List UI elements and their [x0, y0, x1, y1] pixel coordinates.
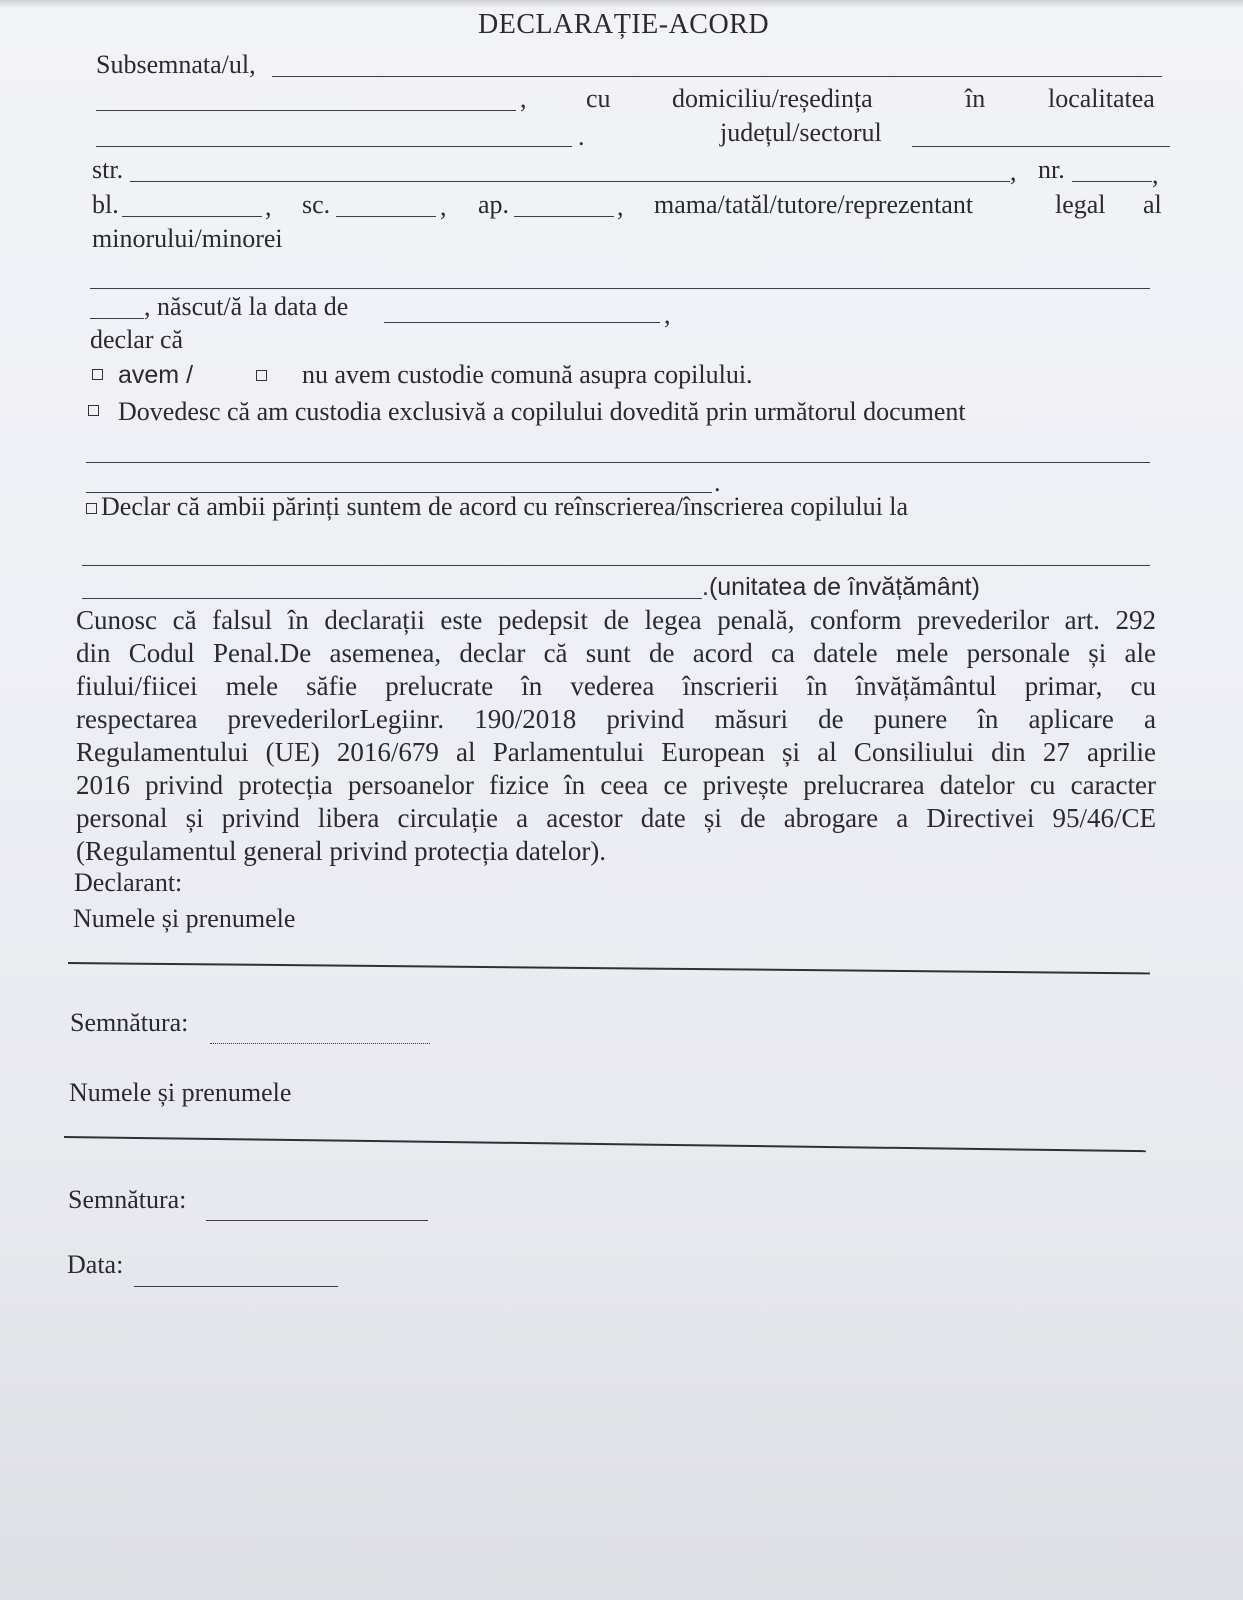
unitate-field-line-2[interactable] — [82, 598, 702, 599]
localitate-field-line[interactable] — [96, 146, 572, 147]
ap-label: ap. — [478, 190, 510, 219]
acord-label: Declar că ambii părinți suntem de acord cu reînscrierea/înscrierea copilului la — [101, 492, 909, 521]
paragraph-line: (Regulamentul general privind protecția datelor). — [76, 836, 607, 866]
comma: , — [520, 84, 527, 113]
paragraph-line: Cunosc că falsul în declarații este pedepsit de legea penală, conform prevederilor art. 292 — [76, 605, 1156, 635]
acord-checkbox[interactable] — [86, 503, 97, 514]
legal-paragraph — [76, 604, 1156, 868]
period: . — [714, 468, 721, 497]
paragraph-line: personal și privind libera circulație a acestor date și de abrogare a Directivei 95/46/CE — [76, 803, 1156, 833]
avem-label: avem / — [118, 361, 194, 389]
text-localitatea: localitatea — [1048, 84, 1155, 113]
role-text: mama/tatăl/tutore/reprezentant — [654, 190, 974, 219]
document-field-line-1[interactable] — [86, 462, 1150, 463]
data-label: Data: — [67, 1250, 124, 1279]
nume-field-line-1[interactable] — [68, 962, 1150, 974]
paragraph-line: respectarea prevederilorLegiinr. 190/2018 privind măsuri de punere în aplicare a — [76, 704, 1156, 734]
data-field-line[interactable] — [134, 1286, 338, 1287]
comma: , — [1152, 160, 1159, 189]
unitate-field-line-1[interactable] — [82, 565, 1150, 566]
document-title: DECLARAȚIE-ACORD — [478, 9, 770, 40]
number-field-line[interactable] — [1072, 181, 1152, 182]
nume-field-line-2[interactable] — [64, 1136, 1146, 1152]
bl-label: bl. — [92, 190, 119, 219]
text-cu: cu — [586, 84, 611, 113]
paragraph-line: 2016 privind protecția persoanelor fizice în ceea ce privește prelucrarea datelor cu caracter — [76, 770, 1156, 800]
semnatura-label-1: Semnătura: — [70, 1008, 189, 1037]
judet-field-line[interactable] — [912, 146, 1170, 147]
comma: , — [265, 192, 272, 221]
nu-avem-checkbox[interactable] — [256, 370, 267, 381]
street-field-line[interactable] — [130, 181, 1010, 182]
nr-label: nr. — [1038, 155, 1065, 184]
paragraph-line: fiului/fiicei mele săfie prelucrate în vederea înscrierii în învățământul primar, cu — [76, 671, 1156, 701]
comma: , — [1010, 157, 1017, 186]
scara-field-line[interactable] — [336, 216, 436, 217]
name-field-line[interactable] — [272, 76, 1162, 77]
al-text: al — [1143, 190, 1162, 219]
born-label: , născut/ă la data de — [144, 292, 349, 321]
name-continued-line[interactable] — [96, 110, 516, 111]
text-domiciliu: domiciliu/reședința — [672, 84, 873, 113]
comma: , — [440, 192, 447, 221]
apartament-field-line[interactable] — [514, 216, 614, 217]
subsemnata-label: Subsemnata/ul, — [96, 50, 256, 79]
custodie-exclusiva-label: Dovedesc că am custodia exclusivă a copilului dovedită prin următorul document — [118, 397, 966, 426]
str-label: str. — [92, 155, 124, 184]
comma: , — [617, 192, 624, 221]
avem-checkbox[interactable] — [92, 369, 103, 380]
paragraph-line: din Codul Penal.De asemenea, declar că sunt de acord ca datele mele personale și ale — [76, 638, 1156, 668]
bloc-field-line[interactable] — [122, 216, 262, 217]
semnatura-field-line-2[interactable] — [206, 1220, 428, 1221]
declarant-label: Declarant: — [74, 868, 183, 897]
legal-text: legal — [1055, 190, 1106, 219]
nume-label-1: Numele și prenumele — [73, 904, 296, 933]
page-edge — [0, 0, 1243, 8]
semnatura-field-line-1[interactable] — [210, 1043, 430, 1044]
period: . — [578, 122, 585, 151]
minor-name-field-line[interactable] — [90, 288, 1150, 289]
custodie-exclusiva-checkbox[interactable] — [88, 405, 99, 416]
sc-label: sc. — [302, 190, 331, 219]
paragraph-line: Regulamentului (UE) 2016/679 al Parlamentului European și al Consiliului din 27 aprilie — [76, 737, 1156, 767]
minor-name-end-line[interactable] — [90, 318, 144, 319]
declar-ca-label: declar că — [90, 325, 184, 354]
minor-label: minorului/minorei — [92, 224, 283, 253]
text-in: în — [965, 84, 986, 113]
birth-date-field-line[interactable] — [384, 322, 660, 323]
nume-label-2: Numele și prenumele — [69, 1078, 292, 1107]
judet-label: județul/sectorul — [720, 118, 882, 147]
unitate-label: .(unitatea de învățământ) — [702, 573, 980, 601]
nu-avem-label: nu avem custodie comună asupra copilului. — [302, 360, 753, 389]
comma: , — [664, 300, 671, 329]
semnatura-label-2: Semnătura: — [68, 1185, 187, 1214]
